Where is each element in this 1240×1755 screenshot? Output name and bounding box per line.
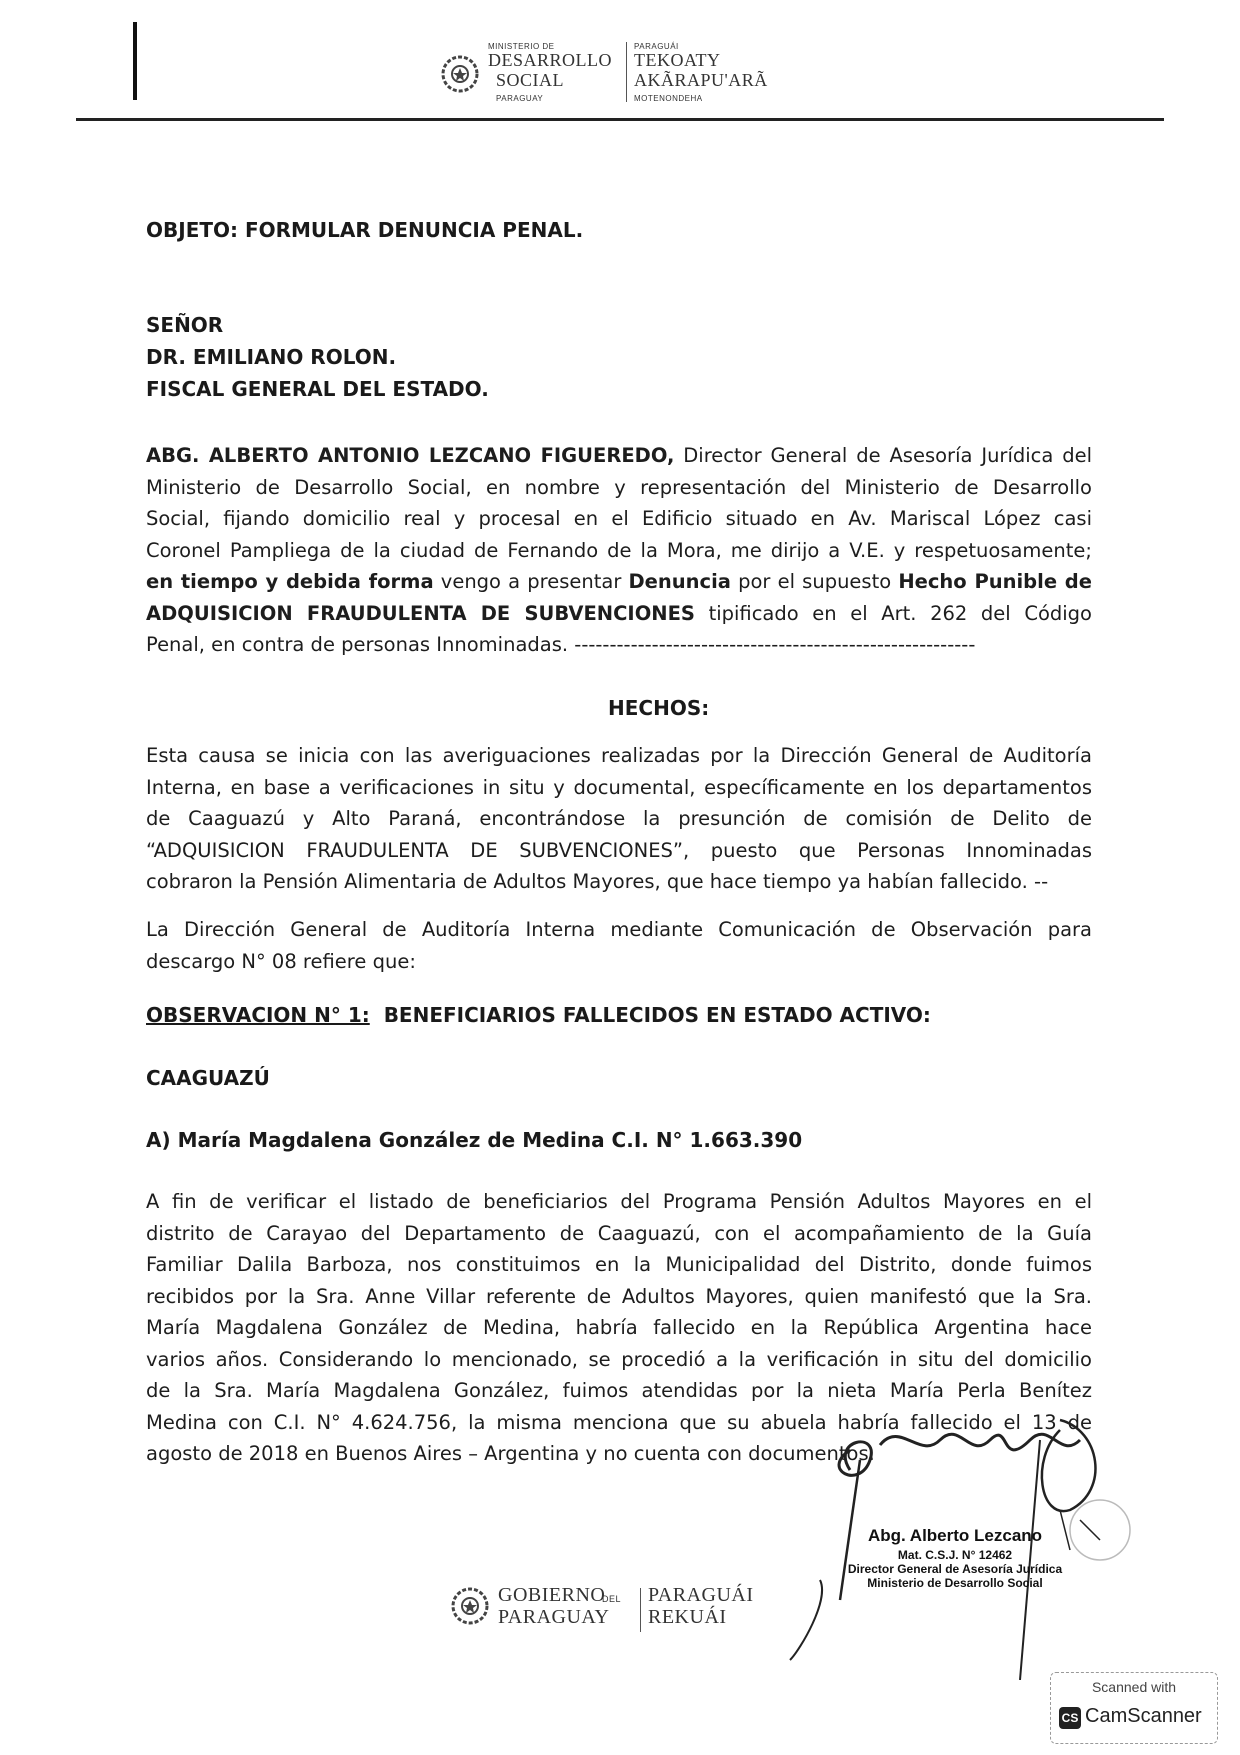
case-a-title: A) María Magdalena González de Medina C.I. N° 1.663.390 xyxy=(146,1128,803,1152)
signer-institution: Ministerio de Desarrollo Social xyxy=(867,1576,1043,1590)
observation-label: OBSERVACION N° 1: xyxy=(146,1003,370,1027)
footer-seal-icon xyxy=(450,1586,490,1626)
department-heading: CAAGUAZÚ xyxy=(146,1066,270,1090)
national-seal-icon xyxy=(440,54,480,94)
observation-heading xyxy=(146,1003,931,1027)
signer-role: Director General de Asesoría Jurídica xyxy=(847,1562,1063,1576)
camscanner-line-1: Scanned with xyxy=(1091,1679,1177,1695)
footer-logo xyxy=(450,1572,770,1642)
header-logo xyxy=(440,40,800,110)
camscanner-icon: CS xyxy=(1059,1707,1081,1729)
addressee-line-3: FISCAL GENERAL DEL ESTADO. xyxy=(146,377,489,401)
crime-name: ADQUISICION FRAUDULENTA DE SUBVENCIONES xyxy=(146,601,695,625)
footer-divider xyxy=(640,1588,641,1632)
ministry-label: MINISTERIO DE xyxy=(488,42,555,51)
margin-mark xyxy=(133,22,137,100)
ministry-name-2: SOCIAL xyxy=(496,70,565,90)
hechos-paragraph-2: La Dirección General de Auditoría Interna mediante Comunicación de Observación para descargo N° 08 refiere que: xyxy=(146,918,1092,973)
signer-name: Abg. Alberto Lezcano xyxy=(867,1526,1043,1545)
footer-paraguai: PARAGUÁI xyxy=(648,1584,754,1606)
case-a-paragraph: A fin de verificar el listado de beneficiarios del Programa Pensión Adultos Mayores en el distrito de Carayao del Departamento de Caaguazú, con el acompañamiento de la Guía Familiar Dalila Barboza, nos constituimos en la Municipalidad del Distrito, donde fuimos recibidos por la Sra. Anne Villar referente de Adultos Mayores, quien manifestó que la Sra. María Magdalena González de Medina, habría fallecido en la República Argentina hace varios años. Considerando lo mencionado, se procedió a la verificación in situ del domicilio de la Sra. María Magdalena González, fuimos atendidas por la nieta María Perla Benítez Medina con C.I. N° 4.624.756, la misma menciona que su abuela habría fallecido el 13 de agosto de 2018 en Buenos Aires – Argentina y no cuenta con documentos. xyxy=(146,1190,1092,1465)
intro-paragraph: ABG. ALBERTO ANTONIO LEZCANO FIGUEREDO, Director General de Asesoría Jurídica del Ministerio de Desarrollo Social, en nombre y representación del Ministerio de Desarrollo Social, fijando domicilio real y procesal en el Edificio situado en Av. Mariscal López casi Coronel Pampliega de la ciudad de Fernando de la Mora, me dirijo a V.E. y respetuosamente; en tiempo y debida forma vengo a presentar Denuncia por el supuesto Hecho Punible de ADQUISICION FRAUDULENTA DE SUBVENCIONES tipificado en el Art. 262 del Código Penal, en contra de personas Innominadas. --------------------------------------------------------- xyxy=(146,444,1092,656)
hechos-paragraph-1: Esta causa se inicia con las averiguaciones realizadas por la Dirección General de Auditoría Interna, en base a verificaciones in situ y documental, específicamente en los departamentos de Caaguazú y Alto Paraná, encontrándose la presunción de comisión de Delito de “ADQUISICION FRAUDULENTA DE SUBVENCIONES”, puesto que Personas Innominadas cobraron la Pensión Alimentaria de Adultos Mayores, que hace tiempo ya habían fallecido. -- xyxy=(146,744,1092,893)
observation-text: BENEFICIARIOS FALLECIDOS EN ESTADO ACTIVO: xyxy=(383,1003,931,1027)
addressee-line-2: DR. EMILIANO ROLON. xyxy=(146,345,397,369)
logo-divider xyxy=(626,42,627,102)
ministry-country: PARAGUAY xyxy=(496,94,544,103)
camscanner-line-2: CamScanner xyxy=(1085,1705,1202,1727)
hechos-title: HECHOS: xyxy=(608,696,710,720)
guarani-name-1: TEKOATY xyxy=(634,50,721,70)
object-line: OBJETO: FORMULAR DENUNCIA PENAL. xyxy=(146,218,584,242)
ministry-name-1: DESARROLLO xyxy=(488,50,613,70)
complainant-name: ABG. ALBERTO ANTONIO LEZCANO FIGUEREDO, xyxy=(146,444,675,467)
addressee-line-1: SEÑOR xyxy=(146,313,224,337)
footer-gobierno: GOBIERNO xyxy=(498,1584,606,1606)
guarani-sub: MOTENONDEHA xyxy=(634,94,703,103)
footer-paraguay: PARAGUAY xyxy=(498,1606,610,1628)
signer-registration: Mat. C.S.J. N° 12462 xyxy=(897,1548,1013,1562)
footer-del: DEL xyxy=(602,1594,622,1604)
camscanner-watermark xyxy=(1050,1672,1218,1744)
guarani-label: PARAGUÁI xyxy=(634,42,679,51)
signature-stamp xyxy=(820,1526,1090,1590)
guarani-name-2: AKÃRAPU'ARÃ xyxy=(634,70,768,90)
header-rule xyxy=(76,118,1164,121)
footer-rekuai: REKUÁI xyxy=(648,1606,727,1628)
